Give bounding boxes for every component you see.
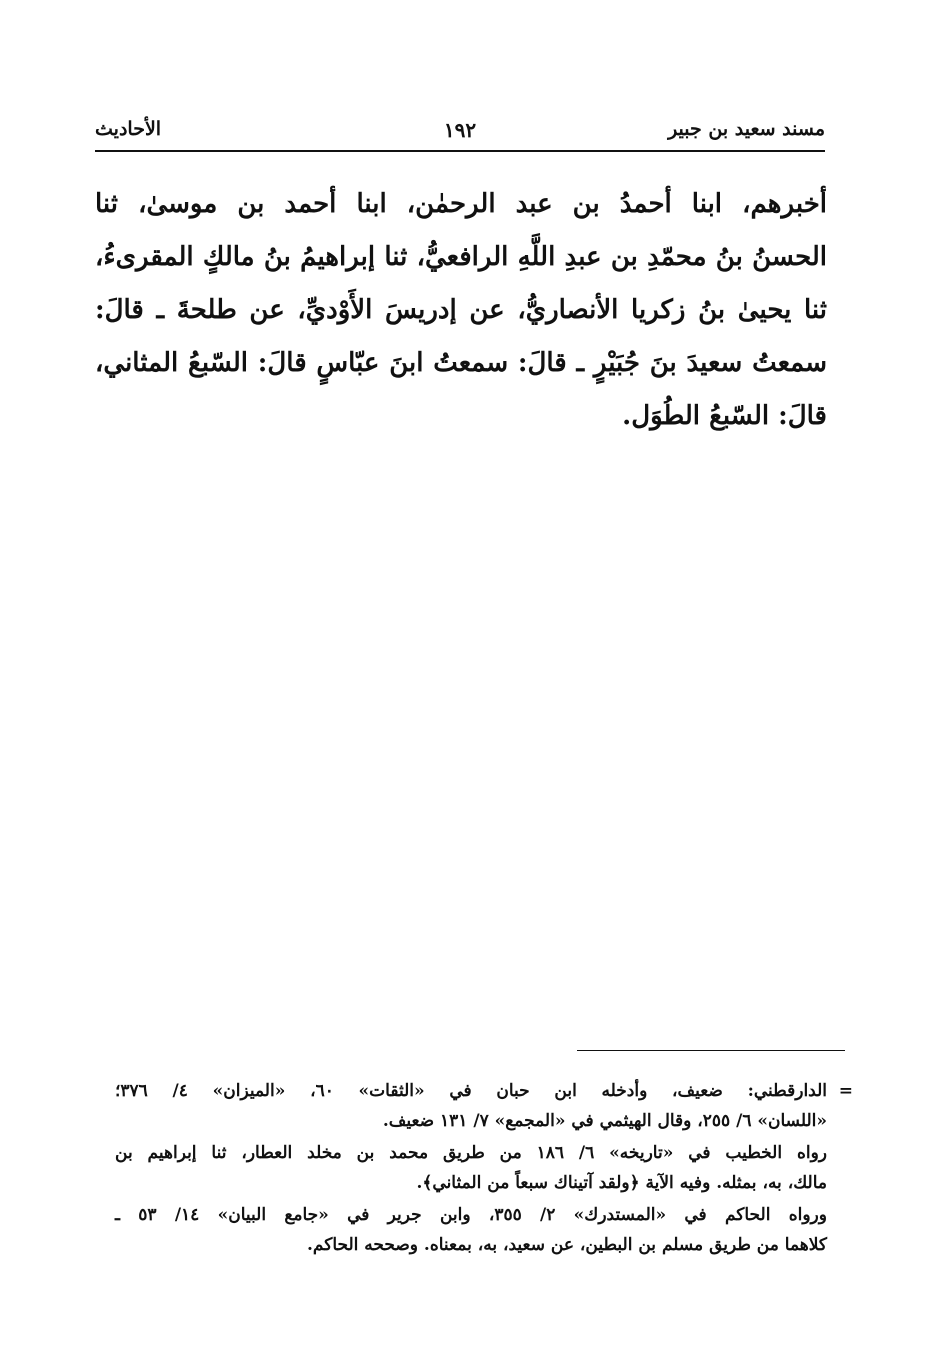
footnote-line: ورواه الحاكم في «المستدرك» ٢/ ٣٥٥، وابن جرير في «جامع البيان» ١٤/ ٥٣ ـ bbox=[115, 1205, 827, 1225]
footnote-paragraph bbox=[115, 1076, 853, 1136]
footnote-paragraph bbox=[115, 1200, 827, 1260]
text-line: قالَ: السّبعُ الطُوَل. bbox=[622, 401, 827, 431]
running-header bbox=[95, 118, 825, 152]
page-number: ١٩٢ bbox=[443, 118, 477, 142]
text-line: ثنا يحيىٰ بنُ زكريا الأنصاريُّ، عن إدريسَ الأَوْديِّ، عن طلحةَ ـ قالَ: bbox=[95, 295, 827, 325]
footnote-paragraph bbox=[115, 1138, 827, 1198]
footnote-line: «اللسان» ٦/ ٢٥٥، وقال الهيثمي في «المجمع» ٧/ ١٣١ ضعيف. bbox=[382, 1111, 827, 1131]
continuation-mark: = bbox=[838, 1081, 853, 1101]
footnote-line: مالك، به، بمثله. وفيه الآية ﴿ولقد آتيناك سبعاً من المثاني﴾. bbox=[416, 1173, 827, 1193]
hadith-text bbox=[95, 178, 827, 443]
footnote-divider bbox=[577, 1050, 845, 1051]
footnote-line: الدارقطني: ضعيف، وأدخله ابن حبان في «الثقات» ٦٠، «الميزان» ٤/ ٣٧٦؛ bbox=[115, 1081, 828, 1101]
footnotes bbox=[115, 1076, 853, 1262]
footnote-line: كلاهما من طريق مسلم بن البطين، عن سعيد، به، بمعناه. وصححه الحاكم. bbox=[307, 1235, 827, 1255]
text-line: الحسنُ بنُ محمّدِ بن عبدِ اللَّهِ الرافعيُّ، ثنا إبراهيمُ بنُ مالكٍ المقرىءُ، bbox=[95, 242, 827, 272]
text-line: سمعتُ سعيدَ بنَ جُبَيْرٍ ـ قالَ: سمعتُ ابنَ عبّاسٍ قالَ: السّبعُ المثاني، bbox=[95, 348, 827, 378]
book-title: مسند سعيد بن جبير bbox=[668, 118, 825, 140]
text-line: أخبرهم، ابنا أحمدُ بن عبد الرحمٰن، ابنا أحمد بن موسىٰ، ثنا bbox=[95, 189, 827, 219]
footnote-line: رواه الخطيب في «تاريخه» ٦/ ١٨٦ من طريق محمد بن مخلد العطار، ثنا إبراهيم بن bbox=[115, 1143, 827, 1163]
section-title: الأحاديث bbox=[95, 118, 162, 140]
header-divider bbox=[95, 150, 825, 152]
